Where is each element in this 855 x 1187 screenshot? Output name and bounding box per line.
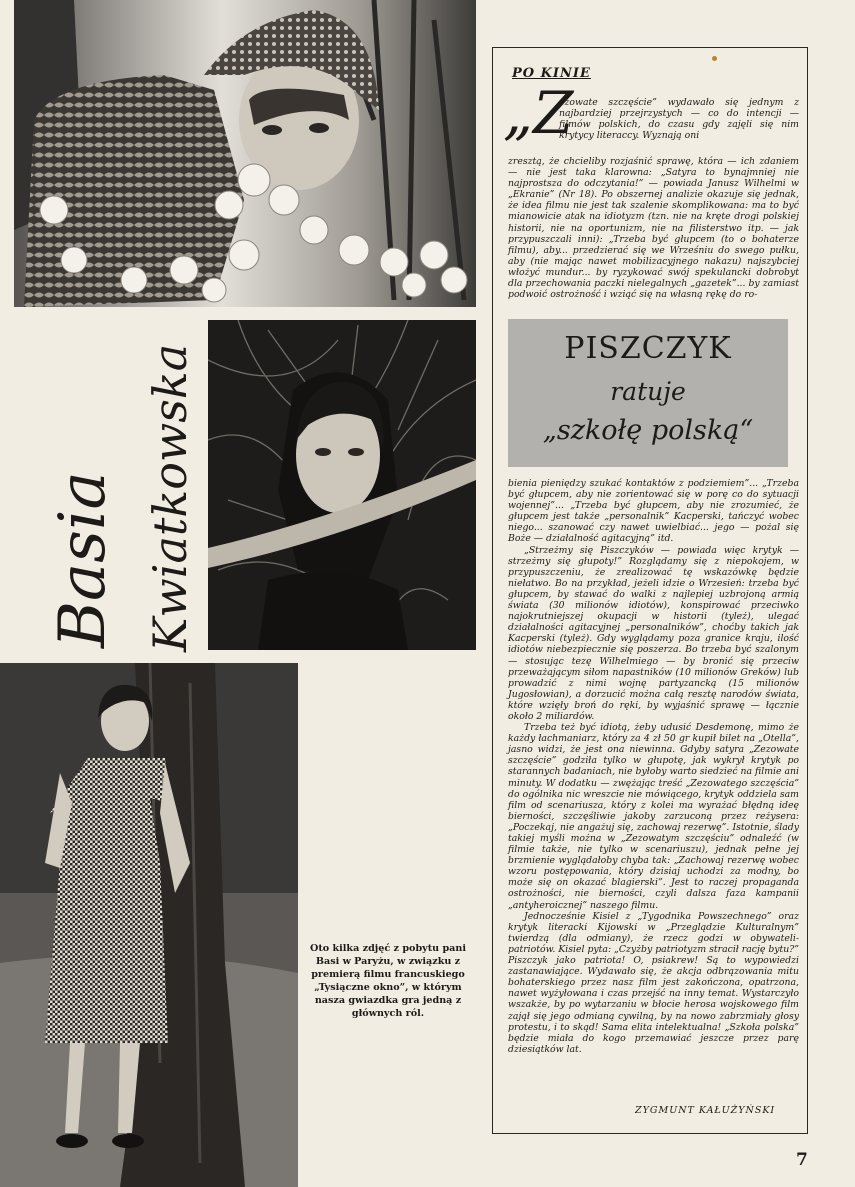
headline-line-3: „szkołę polską“ bbox=[542, 415, 754, 446]
drop-cap: „Z bbox=[503, 79, 574, 147]
article-lead-first-lines: ezowate szczęście” wydawało się jednym z najbardziej przejrzystych — co do intencji — filmów polskich, do czasu gdy zajęli się nim krytycy literaccy. Wyznają oni bbox=[559, 97, 799, 142]
title-first-name: Basia bbox=[46, 471, 120, 648]
title-last-name: Kwiatkowska bbox=[143, 343, 197, 652]
body-paragraph: Jednocześnie Kisiel z „Tygodnika Powszechnego” oraz krytyk literacki Kijowski w „Przeglądzie Kulturalnym” twierdzą (dla odmiany), że rzecz godzi w obywateli-patriotów. Kisiel pyta: „Czyżby patriotyzm stracił rację bytu?” Piszczyk jako patriota! O, psiakrew! Są to wypowiedzi zastanawiające. Wydawało się, że akcja odbrązowania mitu bohaterskiego przez nasz film jest zakończona, opatrzona, nawet wyżyłowana i czas przejść na inny temat. Wystarczyło wszakże, by po wytarzaniu w błocie herosa wojskowego film zajął się jego odmianą cywilną, by na nowo zabrzmiały głosy protestu, i to skąd! Sama elita intelektualna! „Szkoła polska” będzie miała do kogo przemawiać jeszcze przez parę dziesiątków lat. bbox=[508, 910, 799, 1055]
photo-caption: Oto kilka zdjęć z pobytu pani Basi w Paryżu, w związku z premierą filmu francuskiego „Tysiączne okno”, w którym nasza gwiazdka gra jedną z głównych ról. bbox=[309, 943, 467, 1020]
vertical-title bbox=[16, 318, 201, 656]
decorative-dot bbox=[712, 56, 717, 61]
section-label: PO KINIE bbox=[512, 66, 591, 81]
page-number: 7 bbox=[796, 1150, 808, 1170]
photo-woman-daffodils bbox=[14, 0, 476, 307]
body-paragraph: „Strzeżmy się Piszczyków — powiada więc krytyk — strzeżmy się głupoty!” Rozglądamy się z niepokojem, w przypuszczeniu, że zrealizować tę wskazówkę będzie niełatwo. Bo na przykład, jeżeli idzie o Wrzesień: trzeba być głupcem, by stawać do walki z najlepiej uzbrojoną armią świata (30 milionów idiotów), konspirować przeciwko najokrutniejszej okupacji w historii (tyleż), ulegać działalności agitacyjnej „personalników”, choćby takich jak Kacperski (tyleż). Gdy wyglądamy poza granice kraju, ilość idiotów niebezpiecznie się poszerza. Bo trzeba być szalonym — stosując tezę Wilhelmiego — by bronić się przeciw przeważającym siłom napastników (10 milionów Greków) lub prowadzić z nimi wojnę partyzancką (15 milionów Jugosłowian), a dorzucić można całą resztę narodów świata, które wzięły broń do ręki, by wyjaśnić sprawę — łącznie około 2 miliardów. bbox=[508, 544, 799, 722]
body-paragraph: Trzeba też być idiotą, żeby udusić Desdemonę, mimo że każdy łachmaniarz, który za 4 zł 50 gr kupił bilet na „Otella”, jasno widzi, że jest ona niewinna. Gdyby satyra „Zezowate szczęście” godziła tylko w głupotę, jak wykrył krytyk po starannych badaniach, nie byłoby warto siedzieć na filmie ani minuty. W dodatku — zwężając treść „Zezowatego szczęścia” do ogólnika nic wreszcie nie mówiącego, krytyk oddziela sam film od scenariusza, który z kolei ma wyrażać błędną ideę bierności, szczęśliwie jakoby zarzuconą przez reżysera: „Poczekaj, nie angażuj się, zachowaj rezerwę”. Istotnie, ślady takiej myśli można w „Zezowatym szczęściu” odnaleźć (w filmie także, nie tylko w scenariuszu), jednak pełne jej brzmienie wyglądałoby chyba tak: „Zachowaj rezerwę wobec wzoru postępowania, który dzisiaj uchodzi za modny, bo może się on okazać blagierski”. Jest to raczej propaganda ostrożności, nie bierności, czyli dalsza faza kampanii „antyheroicznej” naszego filmu. bbox=[508, 722, 799, 911]
headline-line-1: PISZCZYK bbox=[564, 331, 732, 366]
article-lead-rest: zresztą, że chcieliby rozjaśnić sprawę, która — ich zdaniem — nie jest taka klarowna: „Satyra to bynajmniej nie najprostsza do odczytania!” — powiada Janusz Wilhelmi w „Ekranie” (Nr 18). Po obszernej analizie okazuje się jednak, że idea filmu nie jest tak szalenie skomplikowana: ma to być mianowicie atak na idiotyzm (tzn. nie na kręte drogi polskiej historii, nie na oportunizm, nie na filisterstwo itp. — jak przypuszczali inni): „Trzeba być głupcem (to o bohaterze filmu), aby... przedzierać się we Wrześniu do swego pułku, aby (nie mając nawet mobilizacyjnego nakazu) najszybciej włożyć mundur... by ryzykować swój spekulancki dobrobyt dla przechowania paczki nielegalnych „gazetek”... by zamiast podwoić ostrożność i wziąć się na własną rękę do ro- bbox=[508, 156, 799, 301]
photo-woman-tree bbox=[0, 663, 298, 1187]
article-body bbox=[508, 478, 799, 1055]
author-byline: ZYGMUNT KAŁUŻYŃSKI bbox=[635, 1105, 776, 1116]
headline-line-2: ratuje bbox=[610, 377, 686, 406]
headline-box bbox=[508, 319, 788, 467]
photo-woman-branches bbox=[208, 320, 476, 650]
body-paragraph: bienia pieniędzy szukać kontaktów z podziemiem”... „Trzeba być głupcem, aby nie zorientować się w porę co do sytuacji wojennej”... „Trzeba być głupcem, aby nie zrozumieć, że głupcem jest także „personalnik” Kacperski, tańczyć wobec niego... szanować czy nawet uwielbiać... jego — pożal się Boże — działalność agitacyjną” itd. bbox=[508, 478, 799, 545]
